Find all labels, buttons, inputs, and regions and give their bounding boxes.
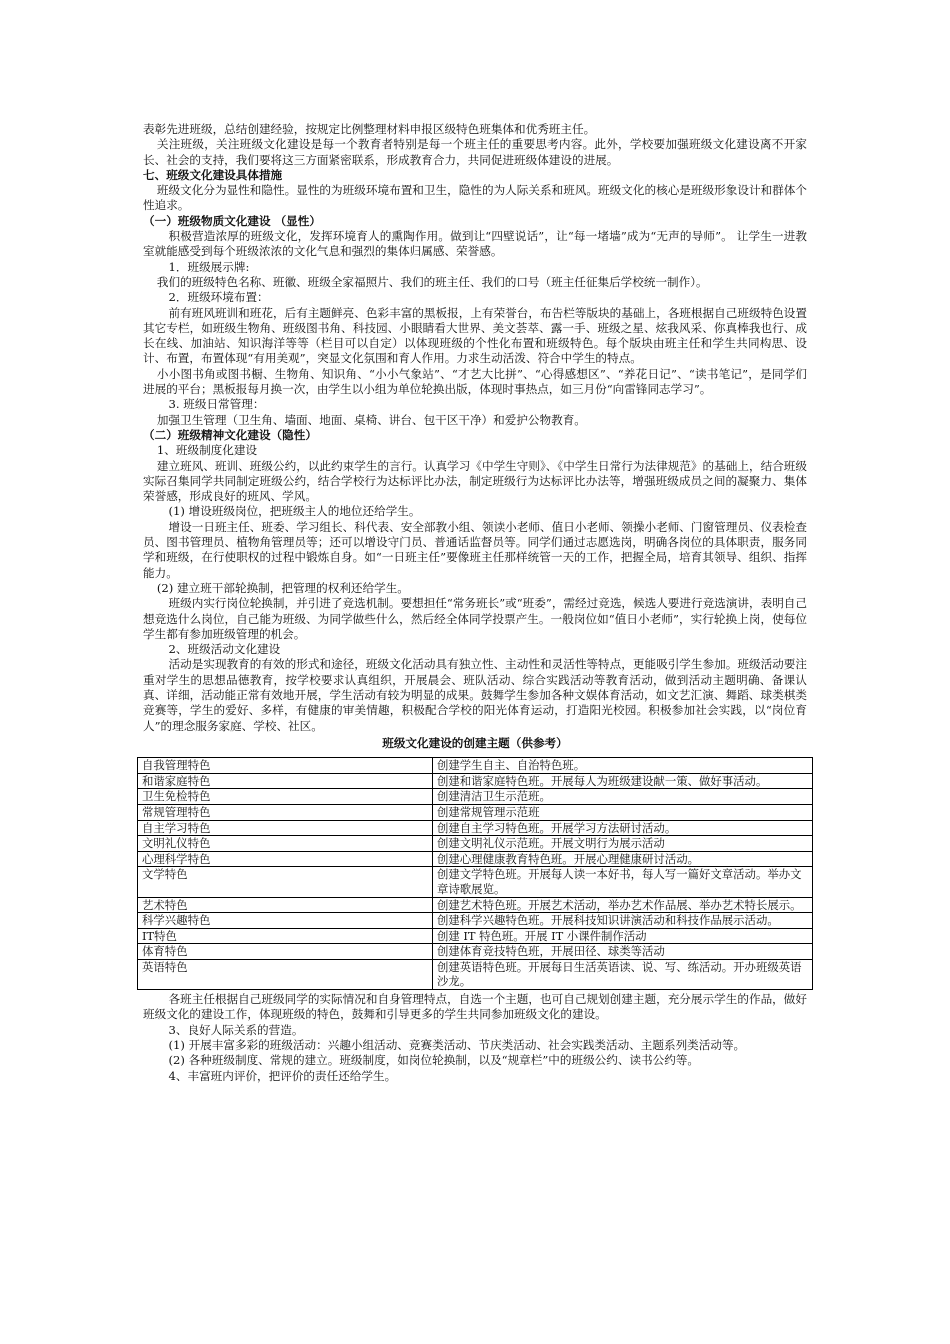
table-row (138, 867, 813, 897)
table-row (138, 820, 813, 836)
paragraph: （二）班级精神文化建设（隐性） (143, 427, 317, 442)
theme-description-cell: 创建文学特色班。开展每人读一本好书，每人写一篇好文章活动。举办文章诗歌展览。 (433, 867, 813, 897)
paragraph: 七、班级文化建设具体措施 (143, 167, 283, 182)
paragraph: 4、丰富班内评价，把评价的责任还给学生。 (168, 1068, 397, 1083)
paragraph: 增设一日班主任、班委、学习组长、科代表、安全部教小组、领读小老师、值日小老师、领操小老师、门窗管理员、仪表检查员、图书管理员、植物角管理员等；还可以增设守门员、普通话监督员等。同学们通过志愿选岗，明确各岗位的具体职责，服务同学和班级，在行使职权的过程中锻炼自身。如“一日班主任”要像班主任那样统管一天的工作，把握全局，培育其领导、组织、指挥能力。 (143, 519, 807, 580)
paragraph: 关注班级，关注班级文化建设是每一个教育者特别是每一个班主任的重要思考内容。此外，学校要加强班级文化建设离不开家长、社会的支持，我们要将这三方面紧密联系，形成教育合力，共同促进班级体建设的进展。 (143, 137, 807, 167)
paragraph: （一）班级物质文化建设 （显性） (143, 213, 321, 228)
theme-description-cell: 创建科学兴趣特色班。开展科技知识讲演活动和科技作品展示活动。 (433, 913, 813, 929)
document-page (143, 122, 807, 1084)
theme-name-cell: 艺术特色 (138, 897, 433, 913)
paragraph: 各班主任根据自己班级同学的实际情况和自身管理特点，自选一个主题，也可自己规划创建主题，充分展示学生的作品，做好班级文化的建设工作，体现班级的特色，鼓舞和引导更多的学生共同参加班级文化的建设。 (143, 992, 807, 1022)
theme-description-cell: 创建文明礼仪示范班。开展文明行为展示活动 (433, 836, 813, 852)
table-row (138, 959, 813, 989)
paragraph: 我们的班级特色名称、班徽、班级全家福照片、我们的班主任、我们的口号（班主任征集后学校统一制作）。 (156, 274, 708, 289)
paragraph: 小小图书角或图书橱、生物角、知识角、“小小气象站”、“才艺大比拼”、“心得感想区”、“养花日记”、“读书笔记”，是同学们进展的平台；黑板报每月换一次，由学生以小组为单位轮换出版，体现时事热点，如三月份“向雷锋同志学习”。 (143, 366, 807, 397)
paragraph: 前有班风班训和班花，后有主题鲜亮、色彩丰富的黑板报，上有荣誉台，布告栏等版块的基础上，各班根据自己班级特色设置其它专栏，如班级生物角、班级图书角、科技园、小眼睛看大世界、美文荟萃、露一手、班级之星、炫我风采、你真棒我也行、成长在线、加油站、知识海洋等等（栏目可以自定）以体现班级的个性化布置和班级特色。每个版块由班主任和学生共同构思、设计、布置，布置体现“有用美观”，突显文化氛围和育人作用。力求生动活泼、符合中学生的特点。 (143, 305, 807, 366)
paragraph: 活动是实现教育的有效的形式和途径，班级文化活动具有独立性、主动性和灵活性等特点，更能吸引学生参加。班级活动要注重对学生的思想品德教育，按学校要求认真组织，开展晨会、班队活动、综合实践活动等教育活动，做到活动主题明确、备课认真、详细，活动能正常有效地开展，学生活动有较为明显的成果。鼓舞学生参加各种文娱体育活动，如文艺汇演、舞蹈、球类棋类竞赛等，学生的爱好、多样，有健康的审美情趣，积极配合学校的阳光体育运动，打造阳光校园。积极参加社会实践，以“岗位育人”的理念服务家庭、学校、社区。 (143, 657, 807, 733)
table-row (138, 944, 813, 960)
paragraph: (2) 各种班级制度、常规的建立。班级制度，如岗位轮换制，以及“规章栏”中的班级公约、读书公约等。 (168, 1053, 700, 1068)
themes-table (137, 757, 813, 990)
theme-name-cell: 科学兴趣特色 (138, 913, 433, 929)
table-caption: 班级文化建设的创建主题（供参考） (382, 735, 568, 750)
table-row (138, 897, 813, 913)
theme-name-cell: 体育特色 (138, 944, 433, 960)
table-row (138, 913, 813, 929)
paragraph: 2．班级环境布置： (168, 290, 269, 305)
paragraph: 1．班级展示牌: (168, 259, 250, 274)
theme-description-cell: 创建清洁卫生示范班。 (433, 789, 813, 805)
theme-description-cell: 创建心理健康教育特色班。开展心理健康研讨活动。 (433, 851, 813, 867)
table-row (138, 804, 813, 820)
paragraph: 1、班级制度化建设 (156, 443, 258, 458)
table-row (138, 758, 813, 774)
body-text-top (143, 122, 807, 734)
table-row (138, 928, 813, 944)
theme-description-cell: 创建学生自主、自治特色班。 (433, 758, 813, 774)
theme-description-cell: 创建常规管理示范班 (433, 804, 813, 820)
theme-name-cell: 卫生免检特色 (138, 789, 433, 805)
paragraph: 建立班风、班训、班级公约，以此约束学生的言行。认真学习《中学生守则》、《中学生日常行为法律规范》的基础上，结合班级实际召集同学共同制定班级公约，结合学校行为达标评比办法，制定班级行为达标评比办法等，增强班级成员之间的凝聚力、集体荣誉感，形成良好的班风、学风。 (143, 458, 807, 504)
paragraph: (2) 建立班干部轮换制，把管理的权利还给学生。 (156, 580, 409, 595)
paragraph: (1) 开展丰富多彩的班级活动：兴趣小组活动、竞赛类活动、节庆类活动、社会实践类活动、主题系列类活动等。 (168, 1037, 746, 1052)
theme-name-cell: IT特色 (138, 928, 433, 944)
table-row (138, 789, 813, 805)
theme-name-cell: 文明礼仪特色 (138, 836, 433, 852)
table-row (138, 836, 813, 852)
theme-name-cell: 文学特色 (138, 867, 433, 897)
paragraph: 班级文化分为显性和隐性。显性的为班级环境布置和卫生，隐性的为人际关系和班风。班级文化的核心是班级形象设计和群体个性追求。 (143, 183, 807, 213)
theme-name-cell: 自主学习特色 (138, 820, 433, 836)
theme-description-cell: 创建英语特色班。开展每日生活英语读、说、写、练活动。开办班级英语沙龙。 (433, 959, 813, 989)
paragraph: 3. 班级日常管理： (168, 397, 265, 412)
paragraph: (1) 增设班级岗位，把班级主人的地位还给学生。 (168, 504, 421, 519)
paragraph: 3、良好人际关系的营造。 (168, 1022, 304, 1037)
theme-description-cell: 创建自主学习特色班。开展学习方法研讨活动。 (433, 820, 813, 836)
paragraph: 表彰先进班级，总结创建经验，按规定比例整理材料申报区级特色班集体和优秀班主任。 (143, 122, 596, 136)
table-row (138, 851, 813, 867)
theme-description-cell: 创建和谐家庭特色班。开展每人为班级建设献一策、做好事活动。 (433, 773, 813, 789)
theme-description-cell: 创建艺术特色班。开展艺术活动，举办艺术作品展、举办艺术特长展示。 (433, 897, 813, 913)
body-text-bottom (143, 992, 807, 1084)
theme-name-cell: 英语特色 (138, 959, 433, 989)
theme-name-cell: 心理科学特色 (138, 851, 433, 867)
theme-description-cell: 创建 IT 特色班。开展 IT 小课件制作活动 (433, 928, 813, 944)
paragraph: 2、班级活动文化建设 (168, 642, 281, 657)
theme-name-cell: 自我管理特色 (138, 758, 433, 774)
theme-name-cell: 常规管理特色 (138, 804, 433, 820)
paragraph: 班级内实行岗位轮换制，并引进了竞选机制。要想担任“常务班长”或“班委”，需经过竞选，候选人要进行竞选演讲，表明自己想竞选什么岗位，自己能为班级、为同学做些什么，然后经全体同学投票产生。一般岗位如“值日小老师”，实行轮换上岗，使每位学生都有参加班级管理的机会。 (143, 596, 807, 641)
paragraph: 加强卫生管理（卫生角、墙面、地面、桌椅、讲台、包干区干净）和爱护公物教育。 (156, 412, 586, 427)
theme-description-cell: 创建体育竞技特色班，开展田径、球类等活动 (433, 944, 813, 960)
theme-name-cell: 和谐家庭特色 (138, 773, 433, 789)
table-row (138, 773, 813, 789)
paragraph: 积极营造浓厚的班级文化，发挥环境育人的熏陶作用。做到让“四壁说话”，让“每一堵墙”成为“无声的导师”。 让学生一进教室就能感受到每个班级浓浓的文化气息和强烈的集体归属感、荣誉感。 (143, 229, 807, 259)
